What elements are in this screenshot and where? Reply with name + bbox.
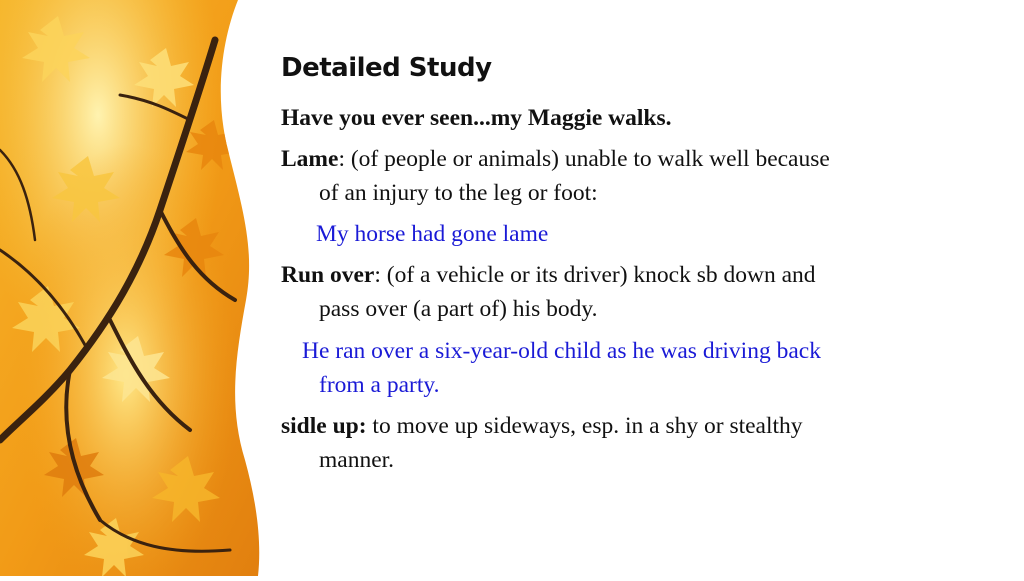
definition-run-over-line1: (of a vehicle or its driver) knock sb down and [380,262,816,288]
example-run-over-line2: from a party. [319,372,440,398]
definition-lame [281,142,830,176]
definition-lame-line2: of an injury to the leg or foot: [319,180,598,206]
intro-line [281,101,672,135]
term-separator: : [338,146,345,172]
term-separator: : [374,262,381,288]
term-run-over: Run over [281,262,375,288]
definition-lame-line1: (of people or animals) unable to walk well because [344,146,830,172]
slide-title: Detailed Study [281,53,492,83]
autumn-leaves-image [0,0,280,576]
intro-text: Have you ever seen...my Maggie walks. [281,105,672,131]
example-run-over-line1: He ran over a six-year-old child as he was driving back [302,338,821,364]
content-area [281,0,981,576]
term-lame: Lame [281,146,339,172]
term-sidle-up: sidle up: [281,413,367,439]
definition-sidle-up-line2: manner. [319,447,395,473]
definition-sidle-up [281,409,803,443]
definition-run-over-line2: pass over (a part of) his body. [319,296,598,322]
definition-run-over [281,258,816,292]
definition-sidle-up-line1: to move up sideways, esp. in a shy or stealthy [366,413,803,439]
example-lame: My horse had gone lame [316,221,549,247]
